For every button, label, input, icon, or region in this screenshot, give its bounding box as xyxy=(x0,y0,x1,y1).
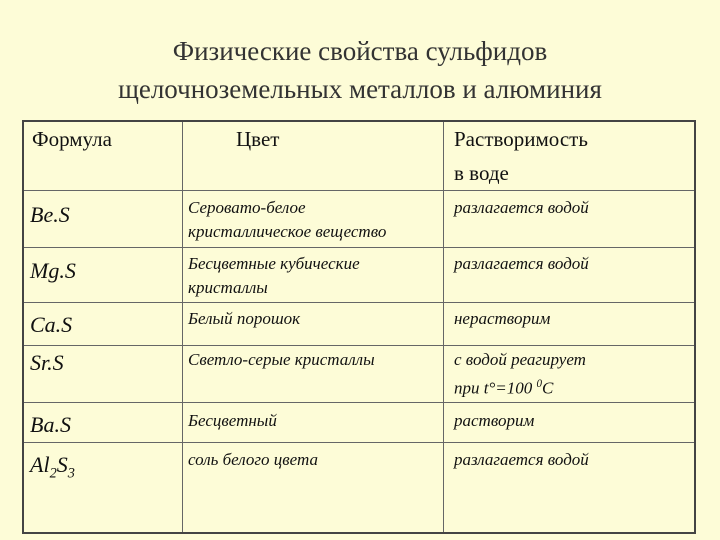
color-cell xyxy=(188,196,386,244)
column-divider xyxy=(182,122,183,532)
row-divider xyxy=(24,302,694,303)
color-line: Серовато-белое xyxy=(188,198,306,217)
header-color: Цвет xyxy=(236,127,280,151)
row-divider xyxy=(24,247,694,248)
sulfides-table xyxy=(22,120,696,534)
slide-title xyxy=(0,32,720,108)
formula-cell: Be.S xyxy=(30,202,70,227)
formula-cell: Mg.S xyxy=(30,258,76,283)
solubility-line: при t°=100 $^0$C xyxy=(454,378,554,398)
column-divider xyxy=(443,122,444,532)
color-cell: Белый порошок xyxy=(188,309,301,328)
solubility-cell: разлагается водой xyxy=(454,198,589,217)
row-divider xyxy=(24,190,694,191)
header-solubility xyxy=(454,122,588,190)
color-line: кристаллы xyxy=(188,278,268,297)
formula-cell: Ba.S xyxy=(30,412,71,437)
color-line: кристаллическое вещество xyxy=(188,222,387,241)
formula-cell: Sr.S xyxy=(30,350,64,375)
formula-cell: Ca.S xyxy=(30,312,73,337)
solubility-cell: растворим xyxy=(454,411,535,430)
header-solubility-line1: Растворимость xyxy=(454,127,588,151)
title-line-2: щелочноземельных металлов и алюминия xyxy=(118,74,602,104)
solubility-cell: нерастворим xyxy=(454,309,551,328)
row-divider xyxy=(24,345,694,346)
solubility-cell xyxy=(454,348,586,401)
color-cell: соль белого цвета xyxy=(188,450,318,469)
row-divider xyxy=(24,402,694,403)
color-cell xyxy=(188,252,360,300)
solubility-cell: разлагается водой xyxy=(454,254,589,273)
title-line-1: Физические свойства сульфидов xyxy=(172,36,548,66)
formula-cell: $Al_2S_3$ xyxy=(30,452,75,482)
header-solubility-line2: в воде xyxy=(454,161,509,185)
header-formula: Формула xyxy=(32,127,112,151)
color-cell: Бесцветный xyxy=(188,411,277,430)
color-cell: Светло-серые кристаллы xyxy=(188,350,375,369)
solubility-line: с водой реагирует xyxy=(454,350,586,369)
color-line: Бесцветные кубические xyxy=(188,254,360,273)
row-divider xyxy=(24,442,694,443)
solubility-cell: разлагается водой xyxy=(454,450,589,469)
